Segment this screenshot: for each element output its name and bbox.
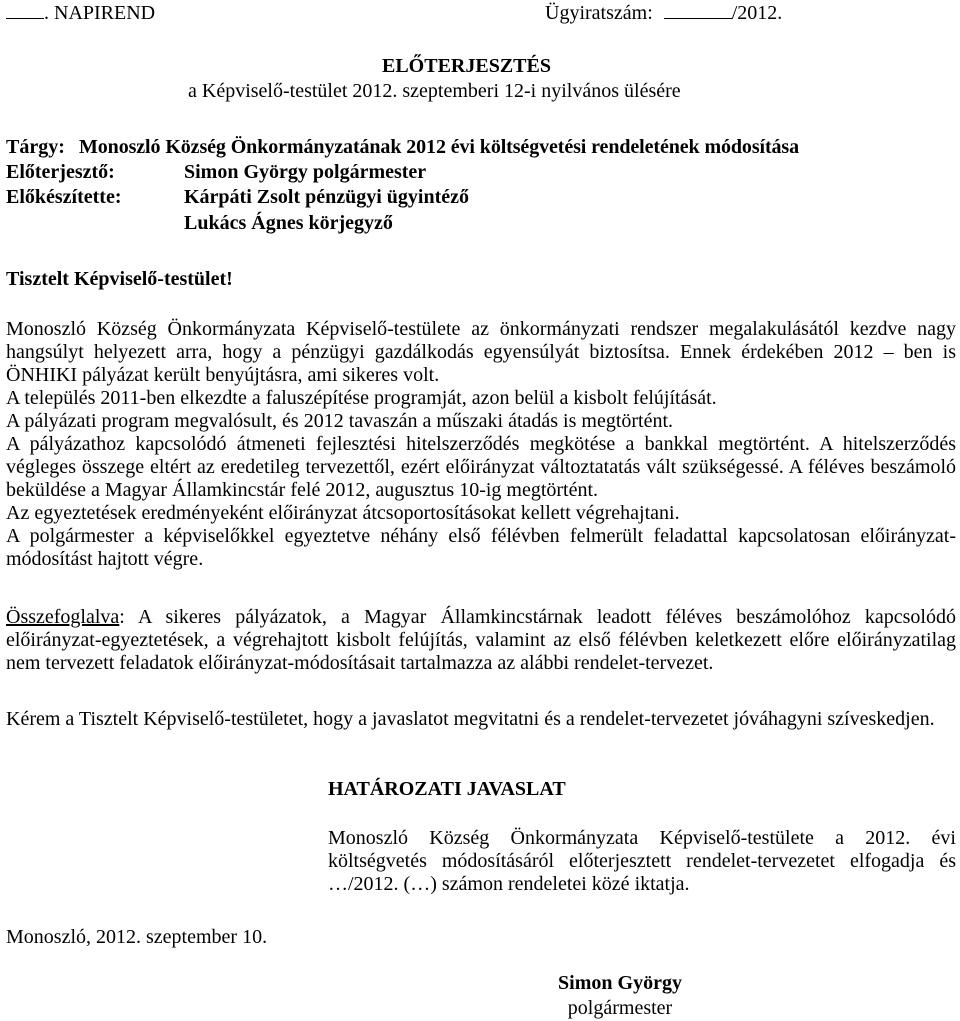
file-number-blank <box>664 2 732 19</box>
body-paragraph-4: A pályázathoz kapcsolódó átmeneti fejlesztési hitelszerződés megkötése a bankkal megtörtént. A hitelszerződés végleges összege eltért az eredetileg tervezettől, ezért előirányzat változtatatás vált szükségessé. A féléves beszámoló beküldése a Magyar Államkincstár felé 2012, augusztus 10-ig megtörtént. <box>6 433 956 501</box>
file-number-label: Ügyiratszám: <box>545 2 653 24</box>
presenter-value: Simon György polgármester <box>184 161 427 183</box>
body-text <box>6 318 956 571</box>
resolution-heading: HATÁROZATI JAVASLAT <box>328 778 566 800</box>
agenda-line <box>6 2 155 25</box>
prepared-label: Előkészítette: <box>6 186 122 208</box>
summary-text: : A sikeres pályázatok, a Magyar Államkincstárnak leadott féléves beszámolóhoz kapcsolódó előirányzat-egyeztetések, a végrehajtott kisbolt felújítás, valamint az első félévben keletkezett előre előirányzatilag nem tervezett feladatok előirányzat-módosításait tartalmazza az alábbi rendelet-tervezet. <box>6 606 956 674</box>
signer-title: polgármester <box>567 997 673 1019</box>
salutation: Tisztelt Képviselő-testület! <box>6 268 233 290</box>
document-subtitle: a Képviselő-testület 2012. szeptemberi 12-i nyilvános ülésére <box>188 80 681 102</box>
body-paragraph-3: A pályázati program megvalósult, és 2012 tavaszán a műszaki átadás is megtörtént. <box>6 410 674 432</box>
agenda-label: . NAPIREND <box>44 2 156 24</box>
prepared-value-1: Kárpáti Zsolt pénzügyi ügyintéző <box>184 186 470 208</box>
prepared-value-2: Lukács Ágnes körjegyző <box>184 212 393 234</box>
resolution-text: Monoszló Község Önkormányzata Képviselő-testülete a 2012. évi költségvetés módosításáról előterjesztett rendelet-tervezetet elfogadja és …/2012. (…) számon rendeletei közé iktatja. <box>328 827 956 895</box>
file-number-line <box>545 2 782 25</box>
body-paragraph-5: Az egyeztetések eredményeként előirányzat átcsoportosításokat kellett végrehajtani. <box>6 502 680 524</box>
body-paragraph-1: Monoszló Község Önkormányzata Képviselő-testülete az önkormányzati rendszer megalakulásától kezdve nagy hangsúlyt helyezett arra, hogy a pénzügyi gazdálkodás egyensúlyát biztosítsa. Ennek érdekében 2012 – ben is ÖNHIKI pályázat került benyújtásra, ami sikeres volt. <box>6 318 956 386</box>
summary-label: Összefoglalva <box>6 606 120 628</box>
body-paragraph-2: A település 2011-ben elkezdte a faluszépítése programját, azon belül a kisbolt felújítását. <box>6 387 717 409</box>
subject-value: Monoszló Község Önkormányzatának 2012 évi költségvetési rendeletének módosítása <box>79 136 800 158</box>
summary-paragraph <box>6 606 956 675</box>
presenter-label: Előterjesztő: <box>6 161 115 183</box>
signer-name: Simon György <box>558 972 682 994</box>
document-title: ELŐTERJESZTÉS <box>382 55 551 77</box>
agenda-number-blank <box>6 2 44 19</box>
file-number-year: /2012. <box>731 2 783 24</box>
place-date: Monoszló, 2012. szeptember 10. <box>6 926 268 948</box>
body-paragraph-6: A polgármester a képviselőkkel egyeztetve néhány első félévben felmerült feladattal kapcsolatosan előirányzat-módosítást hajtott végre. <box>6 525 956 570</box>
subject-label: Tárgy: <box>6 136 65 158</box>
request-paragraph: Kérem a Tisztelt Képviselő-testületet, hogy a javaslatot megvitatni és a rendelet-tervezetet jóváhagyni szíveskedjen. <box>6 708 935 730</box>
